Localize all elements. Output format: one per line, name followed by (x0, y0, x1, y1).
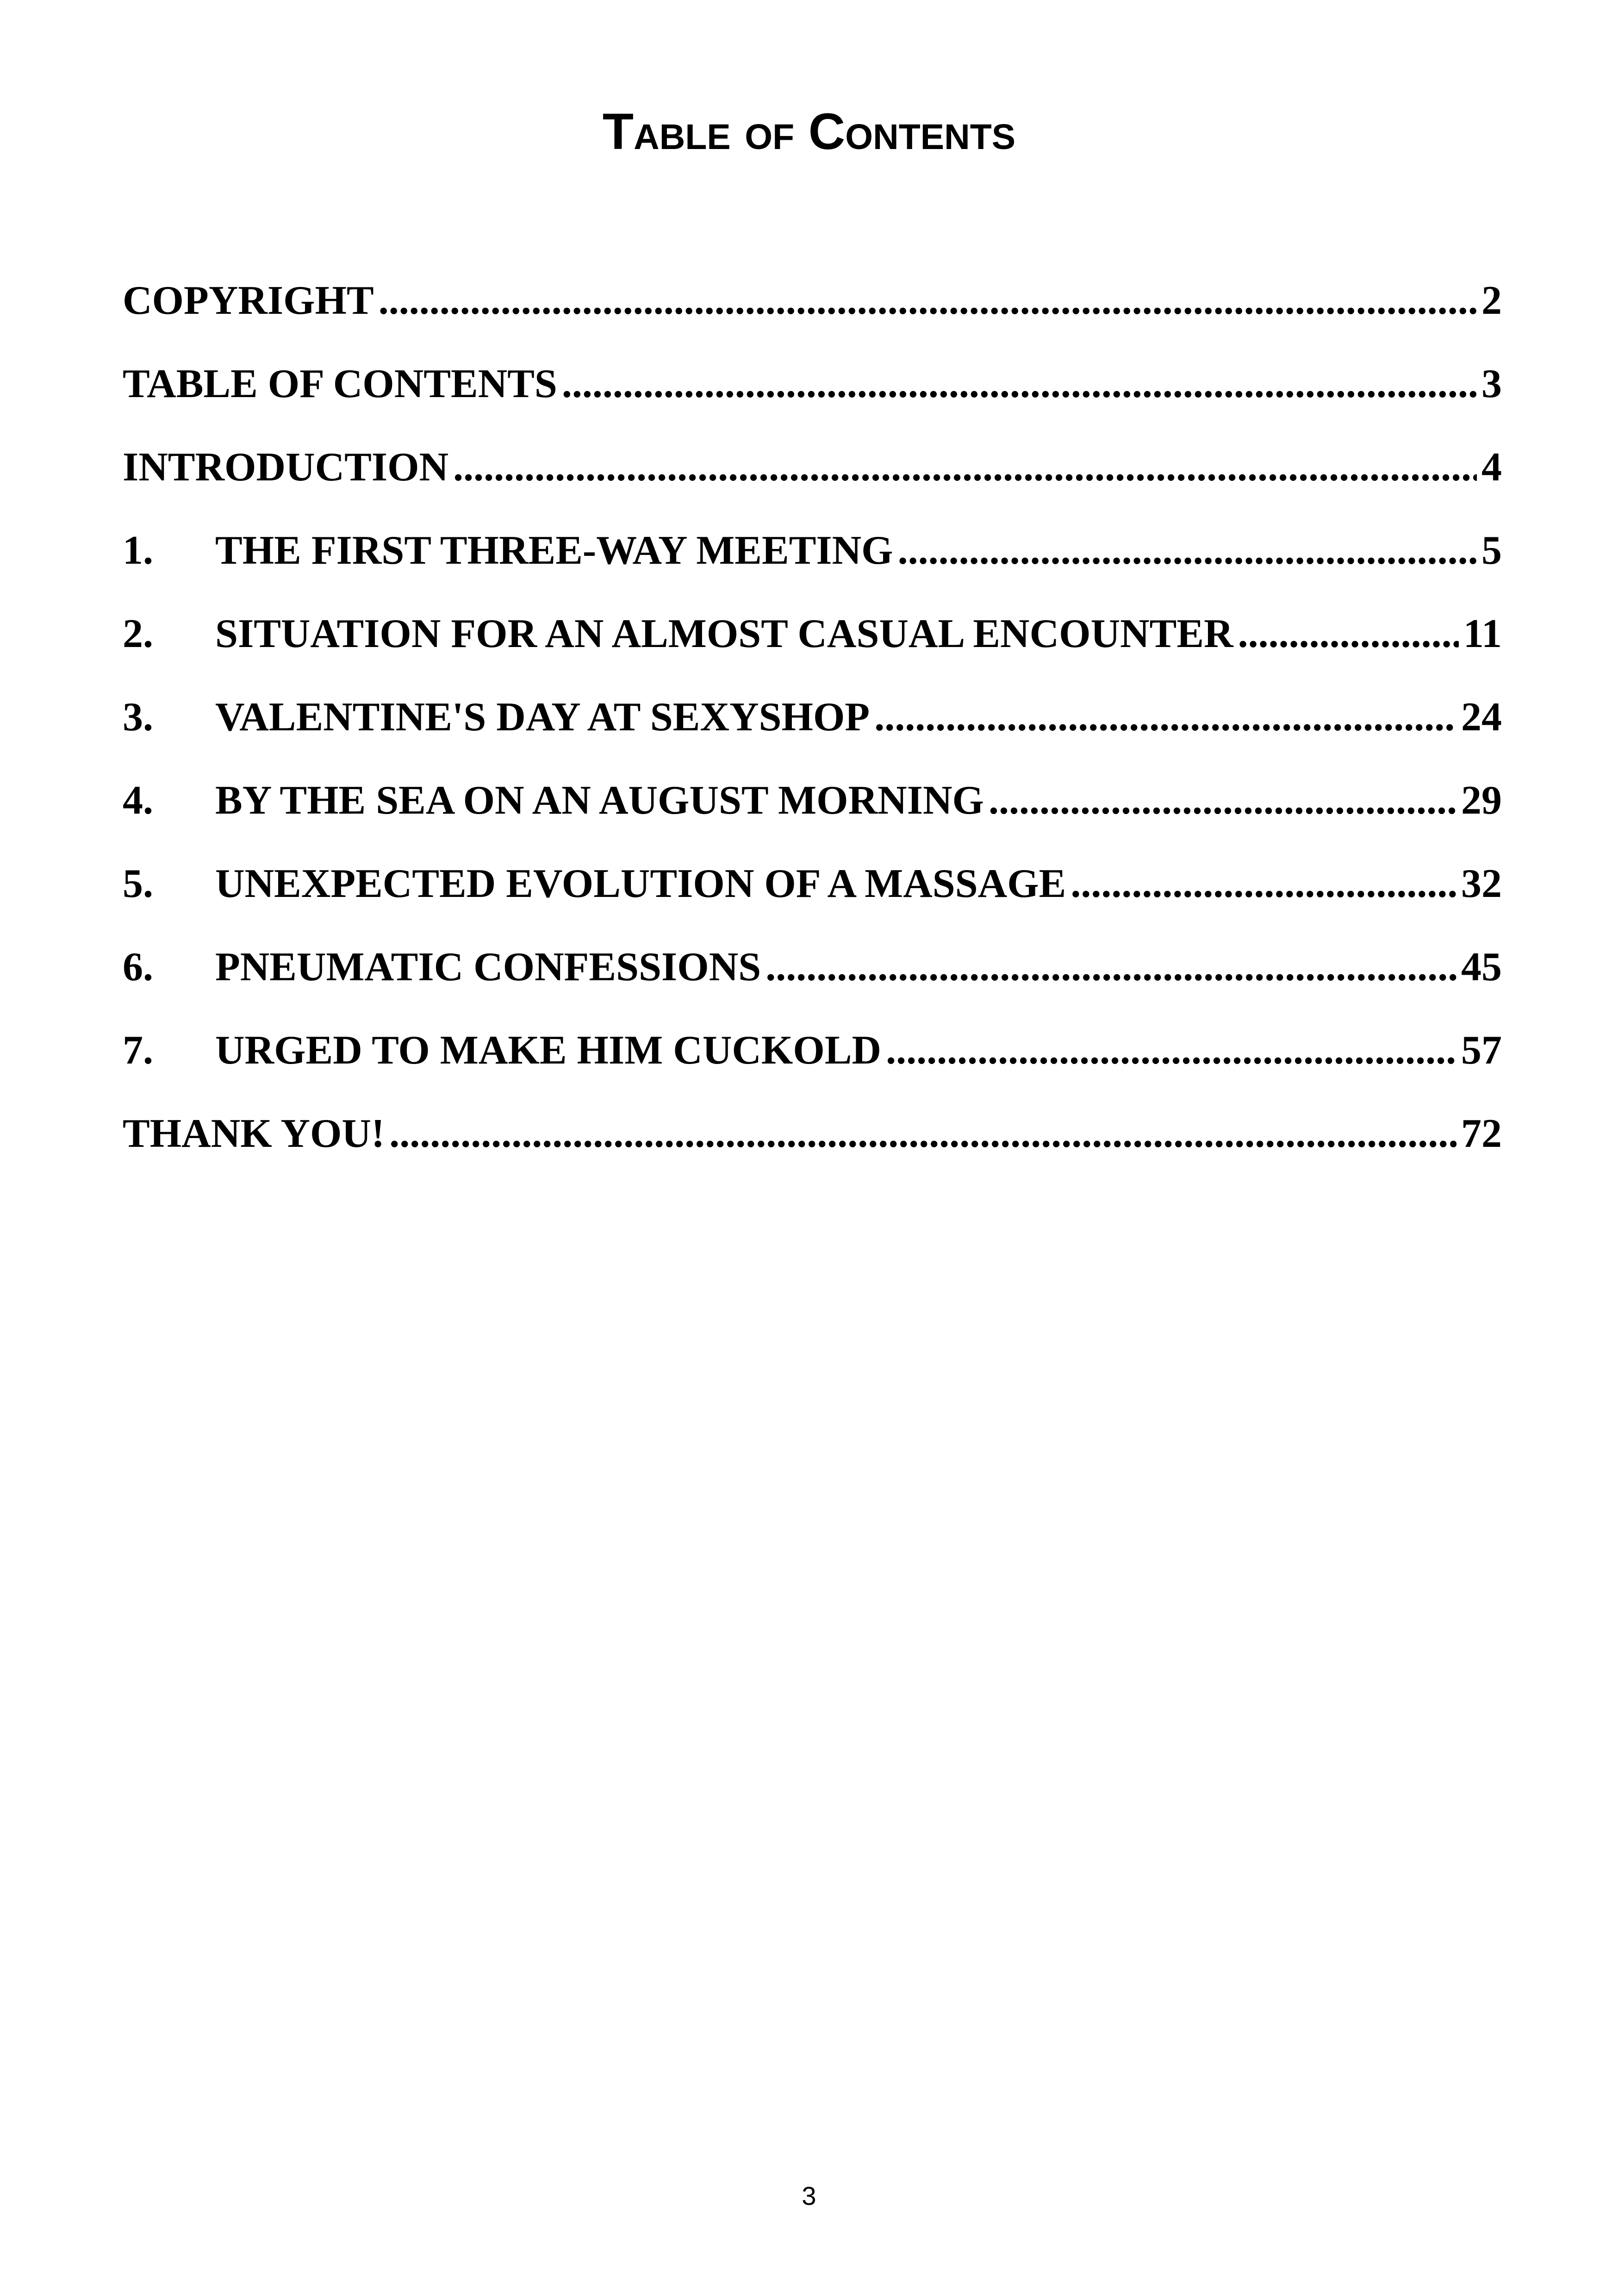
toc-entry-number: 5. (123, 861, 153, 906)
toc-entry-label: INTRODUCTION (123, 445, 449, 490)
toc-leader-dots (765, 926, 1456, 1009)
page-title-text: Table of Contents (602, 103, 1016, 160)
toc-entry-copyright[interactable] (123, 259, 1502, 342)
toc-entry-number: 7. (123, 1028, 153, 1073)
toc-entry-page: 32 (1461, 861, 1502, 906)
toc-entry-label: COPYRIGHT (123, 278, 374, 323)
toc-entry-number: 6. (123, 945, 153, 989)
toc-entry-table-of-contents[interactable] (123, 342, 1502, 426)
toc-entry-page: 24 (1461, 695, 1502, 740)
toc-entry-page: 2 (1481, 278, 1502, 323)
toc-leader-dots (989, 759, 1456, 842)
toc-entry-chapter-4[interactable] (123, 759, 1502, 842)
toc-entry-thank-you[interactable] (123, 1092, 1502, 1176)
toc-leader-dots (1070, 842, 1456, 926)
toc-leader-dots (562, 342, 1477, 426)
toc-leader-dots (898, 509, 1477, 592)
toc-entry-page: 45 (1461, 945, 1502, 989)
page-title (0, 95, 1618, 169)
toc-entry-introduction[interactable] (123, 426, 1502, 509)
toc-entry-label: VALENTINE'S DAY AT SEXYSHOP (215, 695, 870, 740)
toc-entry-label: THANK YOU! (123, 1111, 385, 1156)
toc-entry-chapter-5[interactable] (123, 842, 1502, 926)
table-of-contents (123, 259, 1502, 1176)
toc-entry-label: BY THE SEA ON AN AUGUST MORNING (215, 778, 984, 823)
toc-entry-chapter-3[interactable] (123, 676, 1502, 759)
toc-entry-label: THE FIRST THREE-WAY MEETING (215, 528, 893, 573)
toc-entry-chapter-2[interactable] (123, 592, 1502, 676)
toc-entry-page: 3 (1481, 361, 1502, 406)
toc-entry-page: 57 (1461, 1028, 1502, 1073)
toc-entry-number: 3. (123, 695, 153, 740)
page-number: 3 (802, 2181, 816, 2210)
toc-entry-number: 4. (123, 778, 153, 823)
toc-entry-number: 2. (123, 611, 153, 656)
toc-entry-page: 11 (1463, 611, 1502, 656)
toc-entry-label: PNEUMATIC CONFESSIONS (215, 945, 761, 989)
toc-entry-label: UNEXPECTED EVOLUTION OF A MASSAGE (215, 861, 1066, 906)
toc-entry-chapter-6[interactable] (123, 926, 1502, 1009)
toc-leader-dots (874, 676, 1456, 759)
toc-entry-page: 72 (1461, 1111, 1502, 1156)
toc-entry-chapter-1[interactable] (123, 509, 1502, 592)
toc-leader-dots (1238, 592, 1459, 676)
toc-entry-label: SITUATION FOR AN ALMOST CASUAL ENCOUNTER (215, 611, 1233, 656)
toc-leader-dots (453, 426, 1477, 509)
toc-leader-dots (379, 259, 1477, 342)
toc-leader-dots (389, 1092, 1456, 1176)
toc-entry-chapter-7[interactable] (123, 1009, 1502, 1092)
toc-entry-page: 29 (1461, 778, 1502, 823)
toc-entry-page: 5 (1481, 528, 1502, 573)
toc-entry-label: URGED TO MAKE HIM CUCKOLD (215, 1028, 882, 1073)
toc-entry-label: TABLE OF CONTENTS (123, 361, 557, 406)
toc-entry-page: 4 (1481, 445, 1502, 490)
toc-entry-number: 1. (123, 528, 153, 573)
toc-leader-dots (886, 1009, 1456, 1092)
